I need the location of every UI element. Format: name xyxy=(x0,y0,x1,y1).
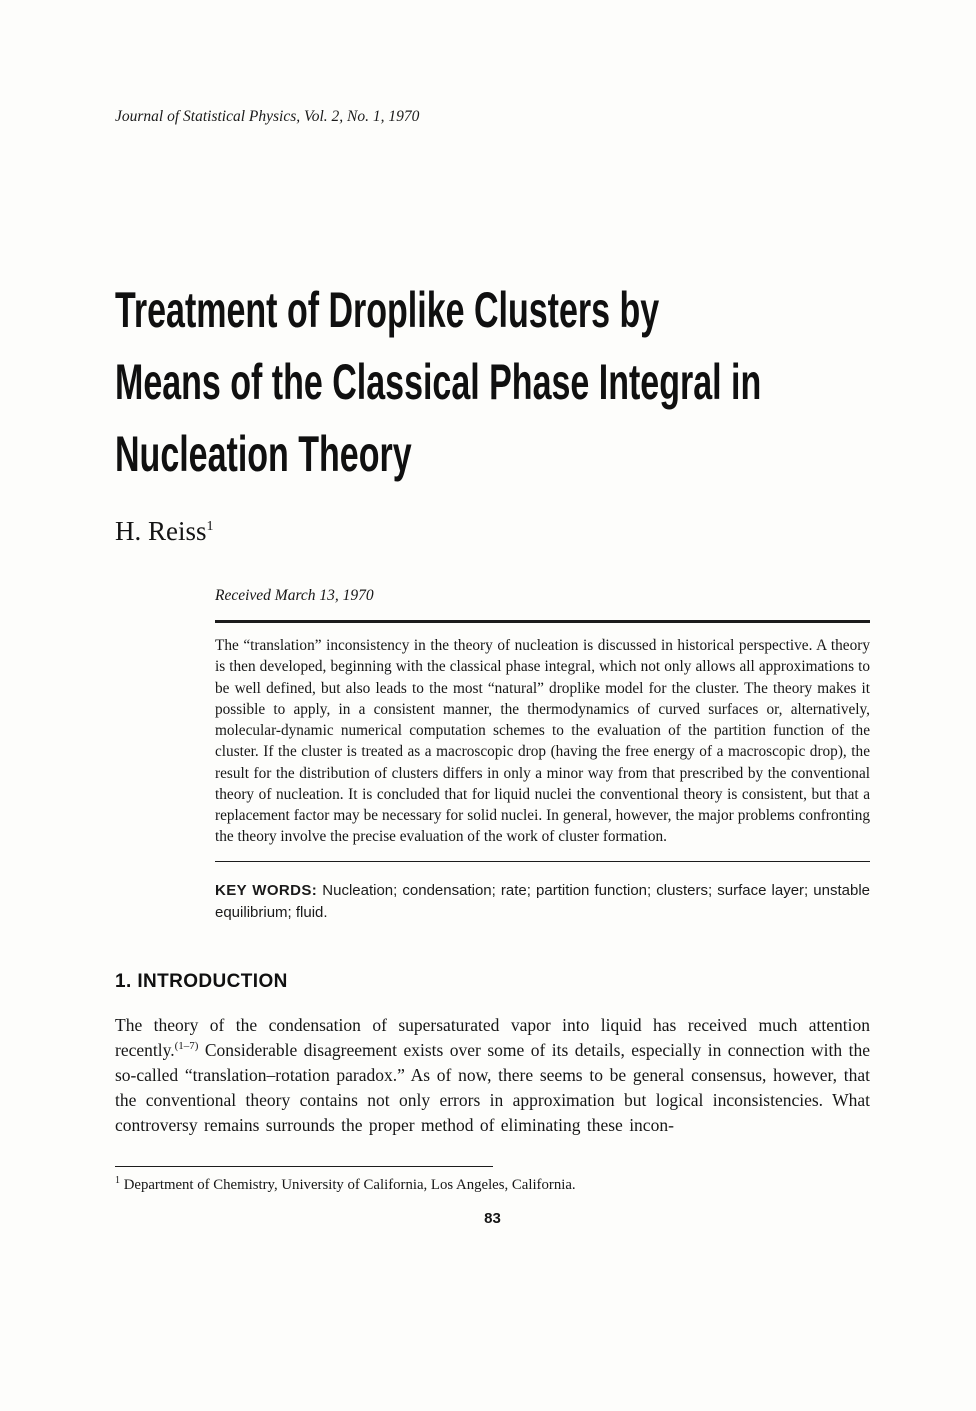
abstract-bottom-rule xyxy=(215,861,870,862)
intro-paragraph xyxy=(115,1013,870,1138)
section-heading-introduction: 1. INTRODUCTION xyxy=(115,970,288,992)
keywords-text: Nucleation; condensation; rate; partition function; clusters; surface layer; unstable equilibrium; fluid. xyxy=(215,881,871,921)
received-date-line: Received March 13, 1970 xyxy=(215,587,374,604)
abstract-text: The “translation” inconsistency in the theory of nucleation is discussed in historical perspective. A theory is then developed, beginning with the classical phase integral, which not only allows all approximations to be well defined, but also leads to the most “natural” droplike model for the cluster. The theory makes it possible to apply, in a consistent manner, the thermodynamics of curved surfaces or, alternatively, molecular-dynamic numerical computation schemes to the evaluation of the partition function of the cluster. If the cluster is treated as a macroscopic drop (having the free energy of a macroscopic drop), the result for the distribution of clusters differs in only a minor way from that prescribed by the conventional theory of nucleation. It is concluded that for liquid nuclei the conventional theory is consistent, but that a replacement factor may be necessary for solid nuclei. In general, however, the major problems confronting the theory involve the precise evaluation of the work of cluster formation. xyxy=(215,637,870,846)
abstract-top-rule xyxy=(215,620,870,623)
citation-reference-1-7: (1–7) xyxy=(174,1039,199,1052)
keywords-block xyxy=(215,880,870,925)
title-line-2: Means of the Classical Phase Integral in xyxy=(115,354,762,410)
intro-text-part2: Considerable disagreement exists over some of its details, especially in connection with the so-called “translation–rotation paradox.” As of now, there seems to be general consensus, however, that the conventional theory contains not only errors in approximation but logical inconsistencies. What controversy remains surrounds the proper method of eliminating these incon- xyxy=(115,1039,870,1135)
page-number: 83 xyxy=(484,1209,501,1227)
footnote-mark: 1 xyxy=(115,1174,120,1186)
intro-text-part1: The theory of the condensation of supersaturated vapor into liquid has received much attention recently. xyxy=(115,1014,870,1060)
footnote-text: Department of Chemistry, University of California, Los Angeles, California. xyxy=(120,1176,576,1193)
author-name: H. Reiss xyxy=(115,516,207,546)
journal-header: Journal of Statistical Physics, Vol. 2, No. 1, 1970 xyxy=(115,108,420,125)
title-line-1: Treatment of Droplike Clusters by xyxy=(115,282,660,338)
keywords-label: KEY WORDS: xyxy=(215,881,318,899)
title-line-3: Nucleation Theory xyxy=(115,426,412,482)
footnote-rule xyxy=(115,1166,493,1167)
paper-title xyxy=(115,274,870,490)
author-footnote-mark: 1 xyxy=(206,519,214,534)
author-line xyxy=(115,516,870,547)
footnote-block xyxy=(115,1175,870,1194)
